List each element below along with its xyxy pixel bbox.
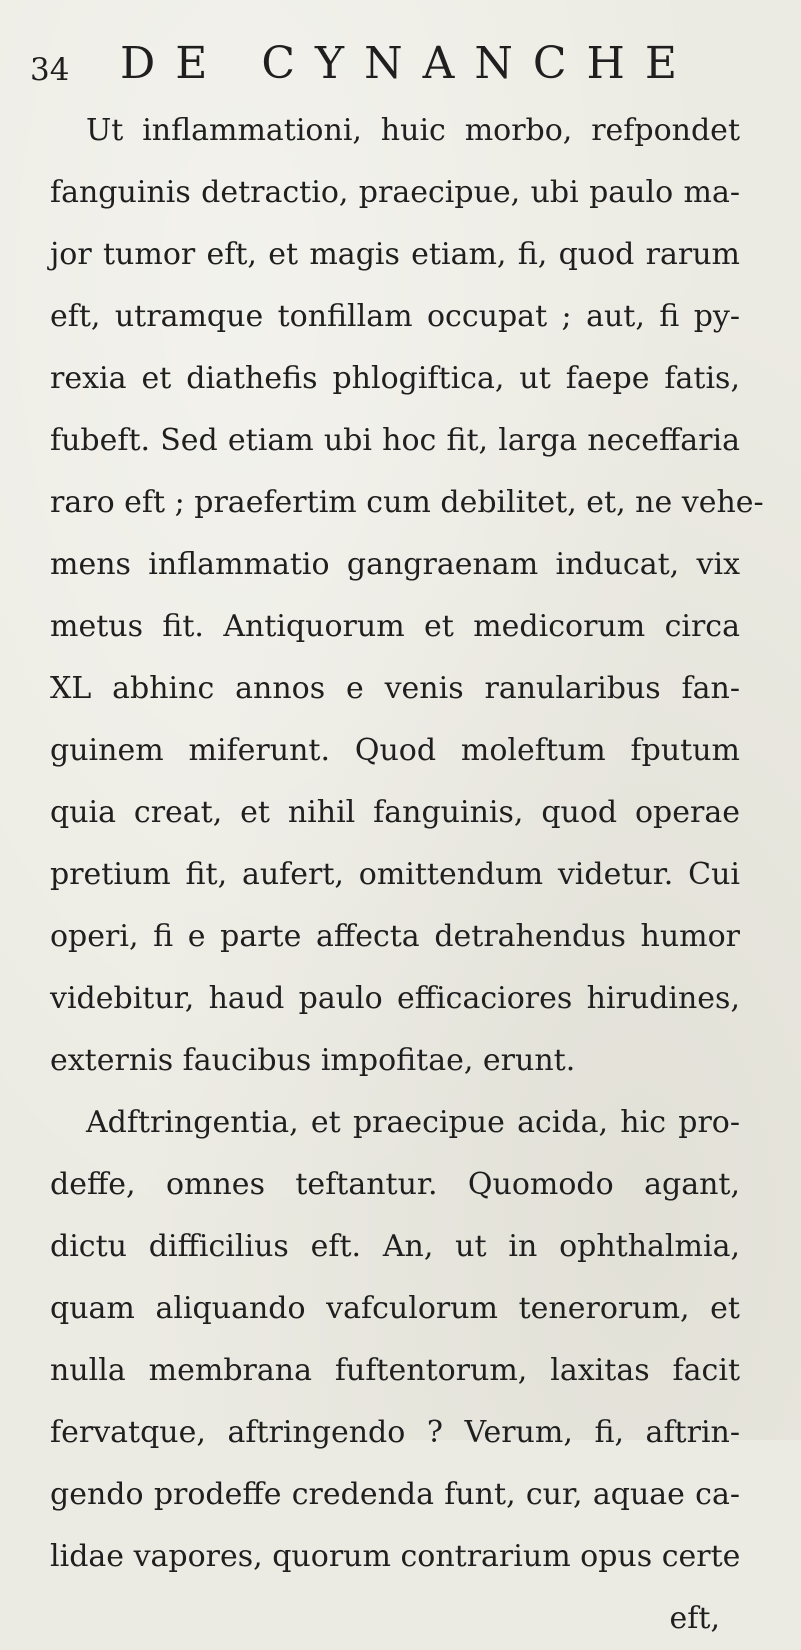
catchword: eft, bbox=[669, 1601, 720, 1636]
page-number: 34 bbox=[30, 52, 70, 88]
text-line: rexia et diathefis phlogiftica, ut faepe fatis, bbox=[50, 361, 740, 396]
text-line: fanguinis detractio, praecipue, ubi paulo ma- bbox=[50, 175, 740, 210]
text-line: externis faucibus impofitae, erunt. bbox=[50, 1043, 576, 1078]
text-line: nulla membrana fuftentorum, laxitas facit bbox=[50, 1353, 740, 1388]
text-line: videbitur, haud paulo efficaciores hirudines, bbox=[50, 981, 740, 1016]
text-line: fubeft. Sed etiam ubi hoc fit, larga neceffaria bbox=[50, 423, 740, 458]
running-title: DE CYNANCHE bbox=[120, 38, 698, 89]
text-line: quia creat, et nihil fanguinis, quod operae bbox=[50, 795, 740, 830]
text-line: Ut inflammationi, huic morbo, refpondet bbox=[86, 113, 740, 148]
text-line: gendo prodeffe credenda funt, cur, aquae ca- bbox=[50, 1477, 740, 1512]
body-text bbox=[50, 100, 764, 1650]
text-line: eft, utramque tonfillam occupat ; aut, fi py- bbox=[50, 299, 740, 334]
text-line: Adftringentia, et praecipue acida, hic pro- bbox=[86, 1105, 740, 1140]
text-line: lidae vapores, quorum contrarium opus certe bbox=[50, 1539, 741, 1574]
text-line: metus fit. Antiquorum et medicorum circa bbox=[50, 609, 740, 644]
text-line: mens inflammatio gangraenam inducat, vix bbox=[50, 547, 740, 582]
text-line: pretium fit, aufert, omittendum videtur. Cui bbox=[50, 857, 740, 892]
text-line: fervatque, aftringendo ? Verum, fi, aftrin- bbox=[50, 1415, 740, 1450]
text-line: dictu difficilius eft. An, ut in ophthalmia, bbox=[50, 1229, 740, 1264]
text-line: deffe, omnes teftantur. Quomodo agant, bbox=[50, 1167, 740, 1202]
page-header bbox=[30, 36, 750, 96]
text-line: raro eft ; praefertim cum debilitet, et, ne vehe- bbox=[50, 485, 764, 520]
text-line: operi, fi e parte affecta detrahendus humor bbox=[50, 919, 740, 954]
text-line: guinem miferunt. Quod moleftum fputum bbox=[50, 733, 740, 768]
text-line: jor tumor eft, et magis etiam, fi, quod rarum bbox=[50, 237, 740, 272]
text-line: quam aliquando vafculorum tenerorum, et bbox=[50, 1291, 740, 1326]
text-line: XL abhinc annos e venis ranularibus fan- bbox=[50, 671, 740, 706]
